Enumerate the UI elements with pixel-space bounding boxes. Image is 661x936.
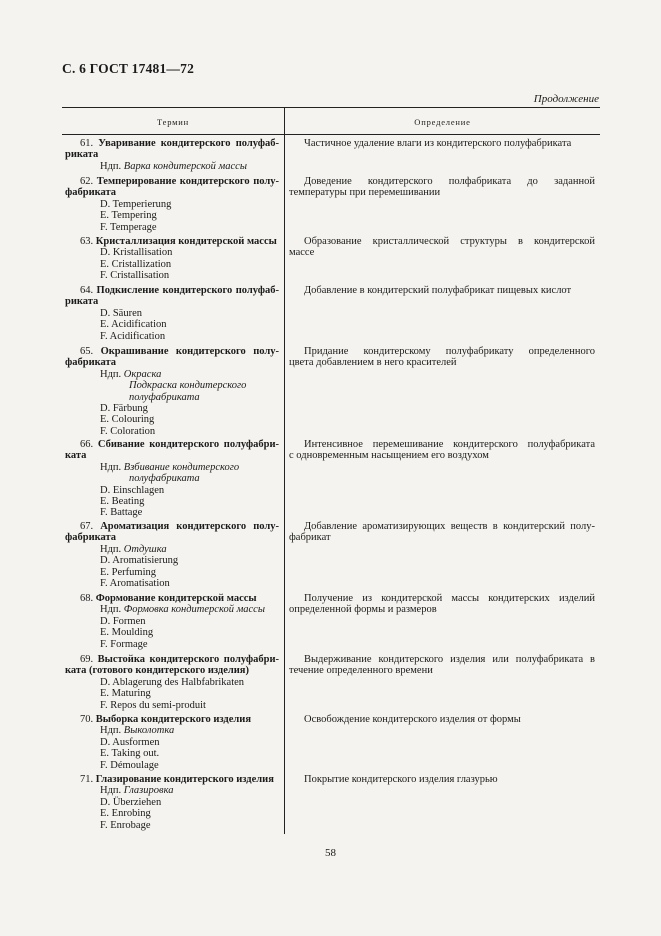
table-top-border: [62, 107, 600, 108]
definition-cell: Добавление в кондитерский полуфабрикат пищевых кислот: [304, 285, 572, 296]
term-cell: 65. Окрашивание кондитерского полу- фабриката Ндп. Окраска Подкраска кондитерского полуфабриката D. Färbung E. Colouring F. Coloration: [65, 346, 279, 437]
definition-cell: Интенсивное перемешивание кондитерского полуфабриката с одновременным насыщением его воздухом: [289, 439, 595, 462]
term-cell: 71. Глазирование кондитерского изделия Ндп. Глазировка D. Überziehen E. Enrobing F. Enrobage: [80, 774, 274, 831]
definition-cell: Добавление ароматизирующих веществ в кондитерский полу- фабрикат: [289, 521, 595, 544]
terms-table: [62, 107, 600, 834]
continuation-label: Продолжение: [533, 93, 599, 105]
page-header: С. 6 ГОСТ 17481—72: [62, 61, 195, 76]
definition-cell: Выдерживание кондитерского изделия или полуфабриката в течение определенного времени: [289, 654, 595, 677]
definition-cell: Освобождение кондитерского изделия от формы: [304, 714, 521, 725]
column-divider: [284, 107, 285, 834]
term-cell: 70. Выборка кондитерского изделия Ндп. Выколотка D. Ausformen E. Taking out. F. Démoulage: [80, 714, 252, 771]
column-header-definition: Определение: [414, 117, 471, 127]
page-number: 58: [325, 847, 336, 859]
term-cell: 63. Кристаллизация кондитерской массы D. Kristallisation E. Cristallization F. Cristallisation: [80, 236, 277, 282]
definition-cell: Придание кондитерскому полуфабрикату определенного цвета добавлением в него красителей: [289, 346, 595, 369]
term-cell: 69. Выстойка кондитерского полуфабри- ката (готового кондитерского изделия) D. Ablagerung des Halbfabrikaten E. Maturing F. Repos du semi-produit: [65, 654, 279, 711]
term-cell: 68. Формование кондитерской массы Ндп. Формовка кондитерской массы D. Formen E. Moulding F. Formage: [80, 593, 265, 650]
definition-cell: Покрытие кондитерского изделия глазурью: [304, 774, 498, 785]
definition-cell: Получение из кондитерской массы кондитерских изделий определенной формы и размеров: [289, 593, 595, 616]
term-cell: 61. Уваривание кондитерского полуфаб- риката Ндп. Варка кондитерской массы: [65, 138, 279, 172]
definition-cell: Доведение кондитерского полфабриката до заданной температуры при перемешивании: [289, 176, 595, 199]
definition-cell: Частичное удаление влаги из кондитерского полуфабриката: [304, 138, 572, 149]
term-cell: 62. Темперирование кондитерского полу- фабриката D. Temperierung E. Tempering F. Temperage: [65, 176, 279, 233]
column-header-term: Термин: [156, 117, 190, 127]
definition-cell: Образование кристаллической структуры в кондитерской массе: [289, 236, 595, 259]
table-header-border: [62, 134, 600, 135]
term-cell: 64. Подкисление кондитерского полуфаб- риката D. Säuren E. Acidification F. Acidification: [65, 285, 279, 342]
term-cell: 66. Сбивание кондитерского полуфабри- ката Ндп. Взбивание кондитерского полуфабриката D. Einschlagen E. Beating F. Battage: [65, 439, 279, 519]
term-cell: 67. Ароматизация кондитерского полу- фабриката Ндп. Отдушка D. Aromatisierung E. Perfuming F. Aromatisation: [65, 521, 279, 590]
